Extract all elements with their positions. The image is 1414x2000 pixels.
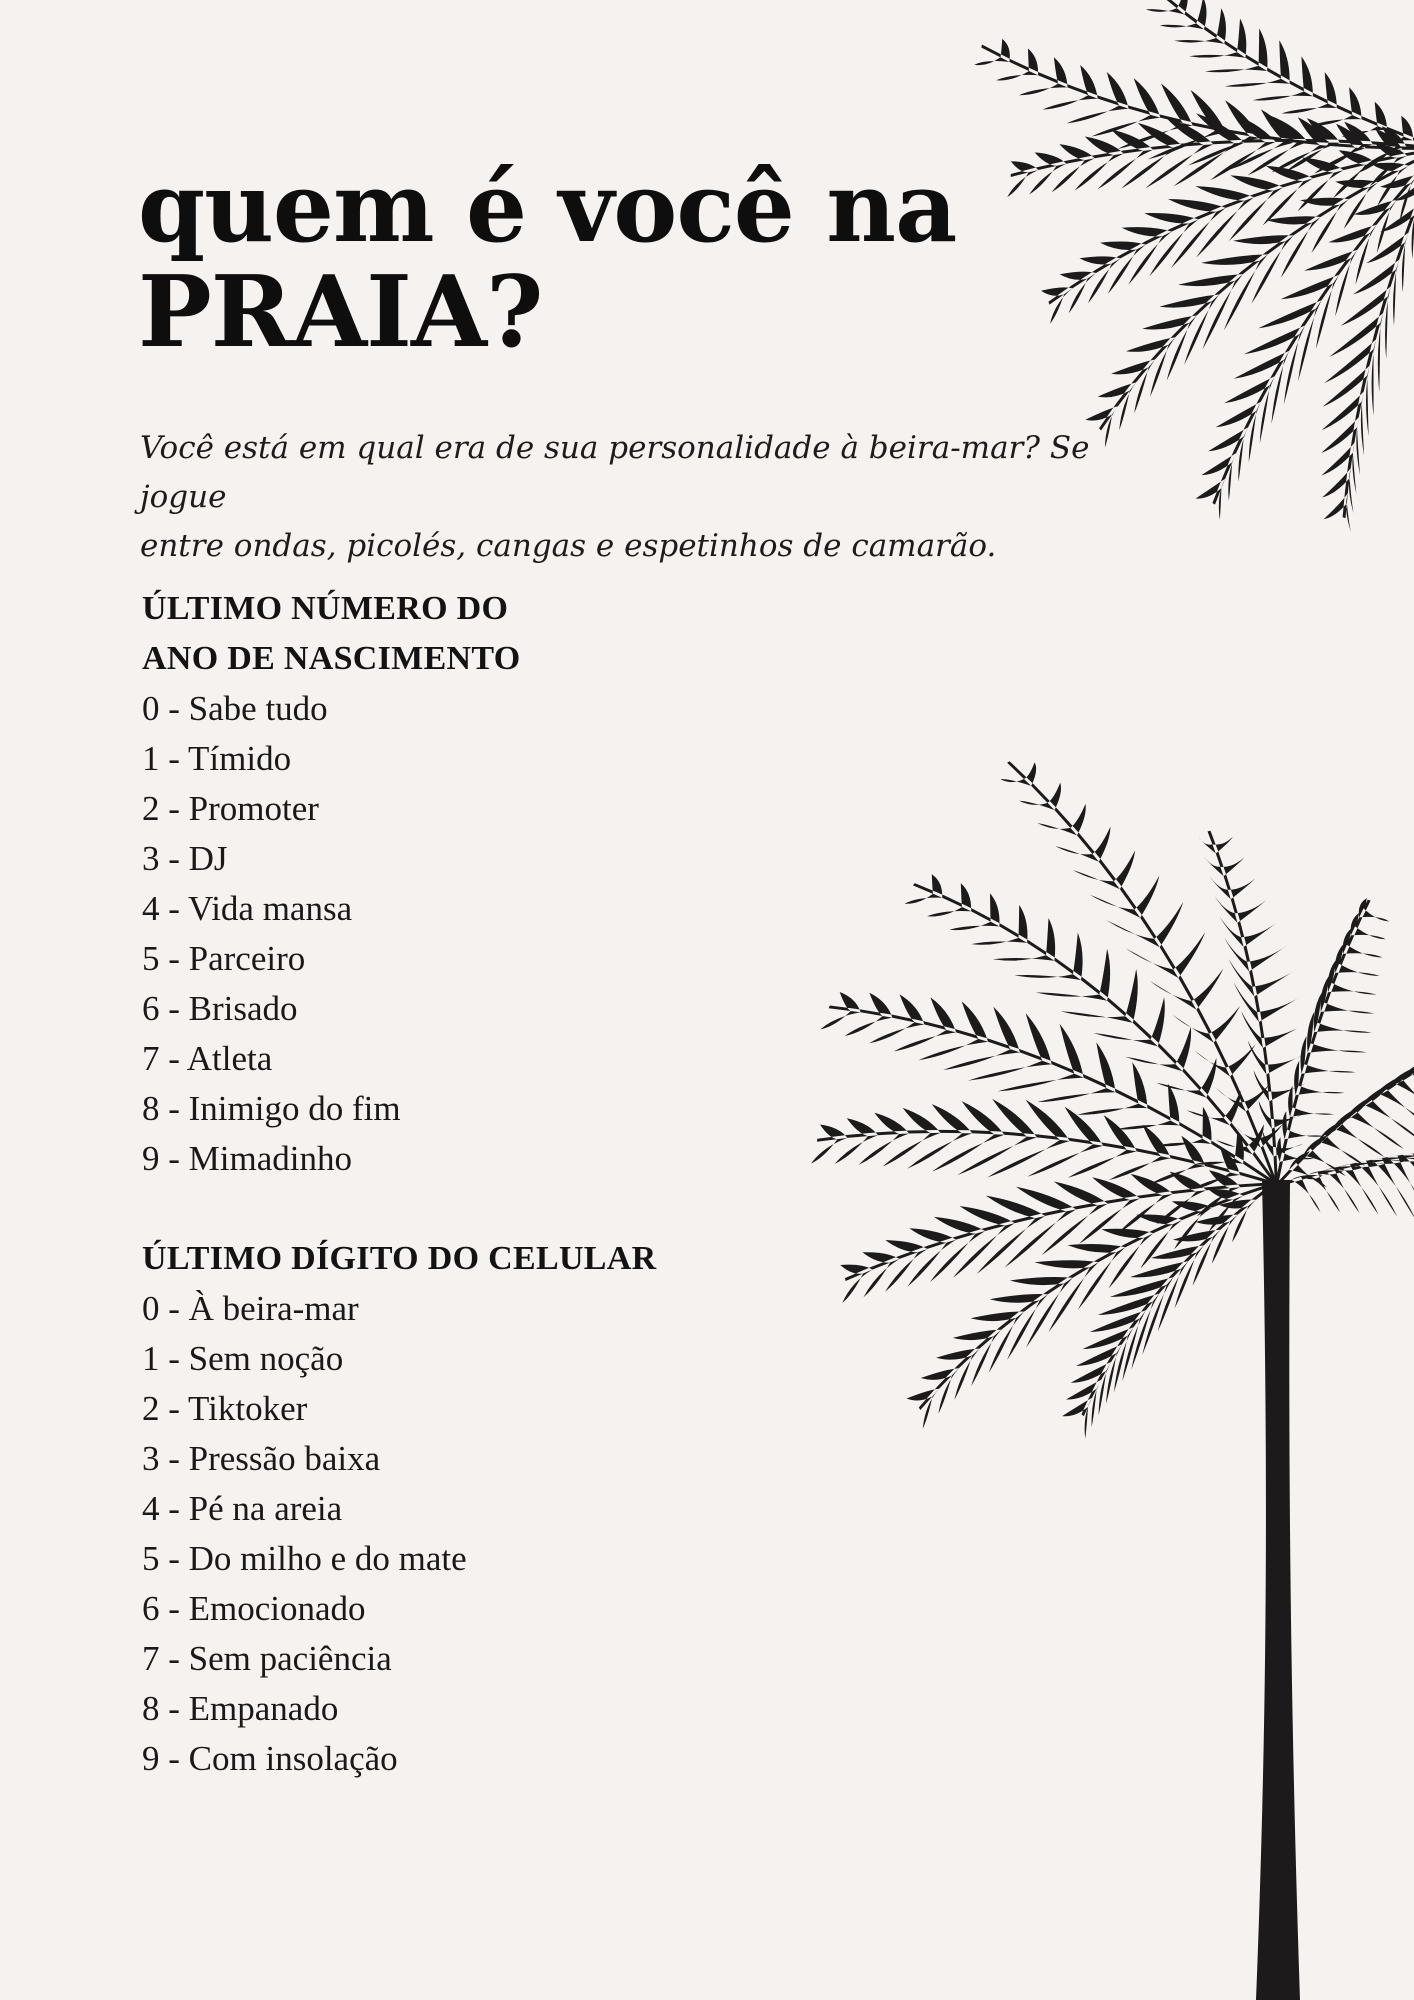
list-item: 6 - Emocionado <box>142 1589 366 1628</box>
list-item: 9 - Mimadinho <box>142 1139 352 1178</box>
list-item: 3 - Pressão baixa <box>142 1439 381 1478</box>
list-item: 8 - Inimigo do fim <box>142 1089 401 1128</box>
palm-trunk-shape <box>1256 1180 1300 2000</box>
list-item: 3 - DJ <box>142 839 228 878</box>
list-item: 2 - Promoter <box>142 789 319 828</box>
list-item: 7 - Sem paciência <box>142 1639 392 1678</box>
palm-frond-shape <box>1120 0 1414 150</box>
list-item: 4 - Pé na areia <box>142 1489 343 1528</box>
title-line-1: quem é você na <box>138 151 957 264</box>
list-item: 5 - Parceiro <box>142 939 306 978</box>
list-item: 1 - Sem noção <box>142 1339 344 1378</box>
palm-tree-bottom-right-icon <box>811 761 1414 2000</box>
list-item: 1 - Tímido <box>142 739 292 778</box>
list-item: 2 - Tiktoker <box>142 1389 308 1428</box>
birth-year-heading-line-2: ANO DE NASCIMENTO <box>142 640 521 677</box>
list-item: 4 - Vida mansa <box>142 889 353 928</box>
birth-year-heading-line-1: ÚLTIMO NÚMERO DO <box>142 590 509 627</box>
list-item: 7 - Atleta <box>142 1039 273 1078</box>
phone-digit-list <box>142 1284 656 1784</box>
birth-year-list <box>142 684 521 1184</box>
list-item: 8 - Empanado <box>142 1689 339 1728</box>
phone-digit-section <box>142 1234 656 1784</box>
list-item: 0 - Sabe tudo <box>142 689 328 728</box>
intro-line-1: Você está em qual era de sua personalidade à beira-mar? Se jogue <box>140 430 1090 515</box>
palm-frond-shape <box>1085 148 1414 448</box>
list-item: 0 - À beira-mar <box>142 1289 359 1328</box>
intro-line-2: entre ondas, picolés, cangas e espetinhos de camarão. <box>140 528 997 564</box>
list-item: 9 - Com insolação <box>142 1739 398 1778</box>
phone-digit-heading: ÚLTIMO DÍGITO DO CELULAR <box>142 1240 657 1277</box>
birth-year-section <box>142 584 521 1184</box>
list-item: 5 - Do milho e do mate <box>142 1539 467 1578</box>
intro-text <box>140 424 1160 571</box>
list-item: 6 - Brisado <box>142 989 298 1028</box>
title-line-2: PRAIA? <box>138 255 543 370</box>
page-title <box>138 151 957 370</box>
birth-year-heading <box>142 584 521 684</box>
